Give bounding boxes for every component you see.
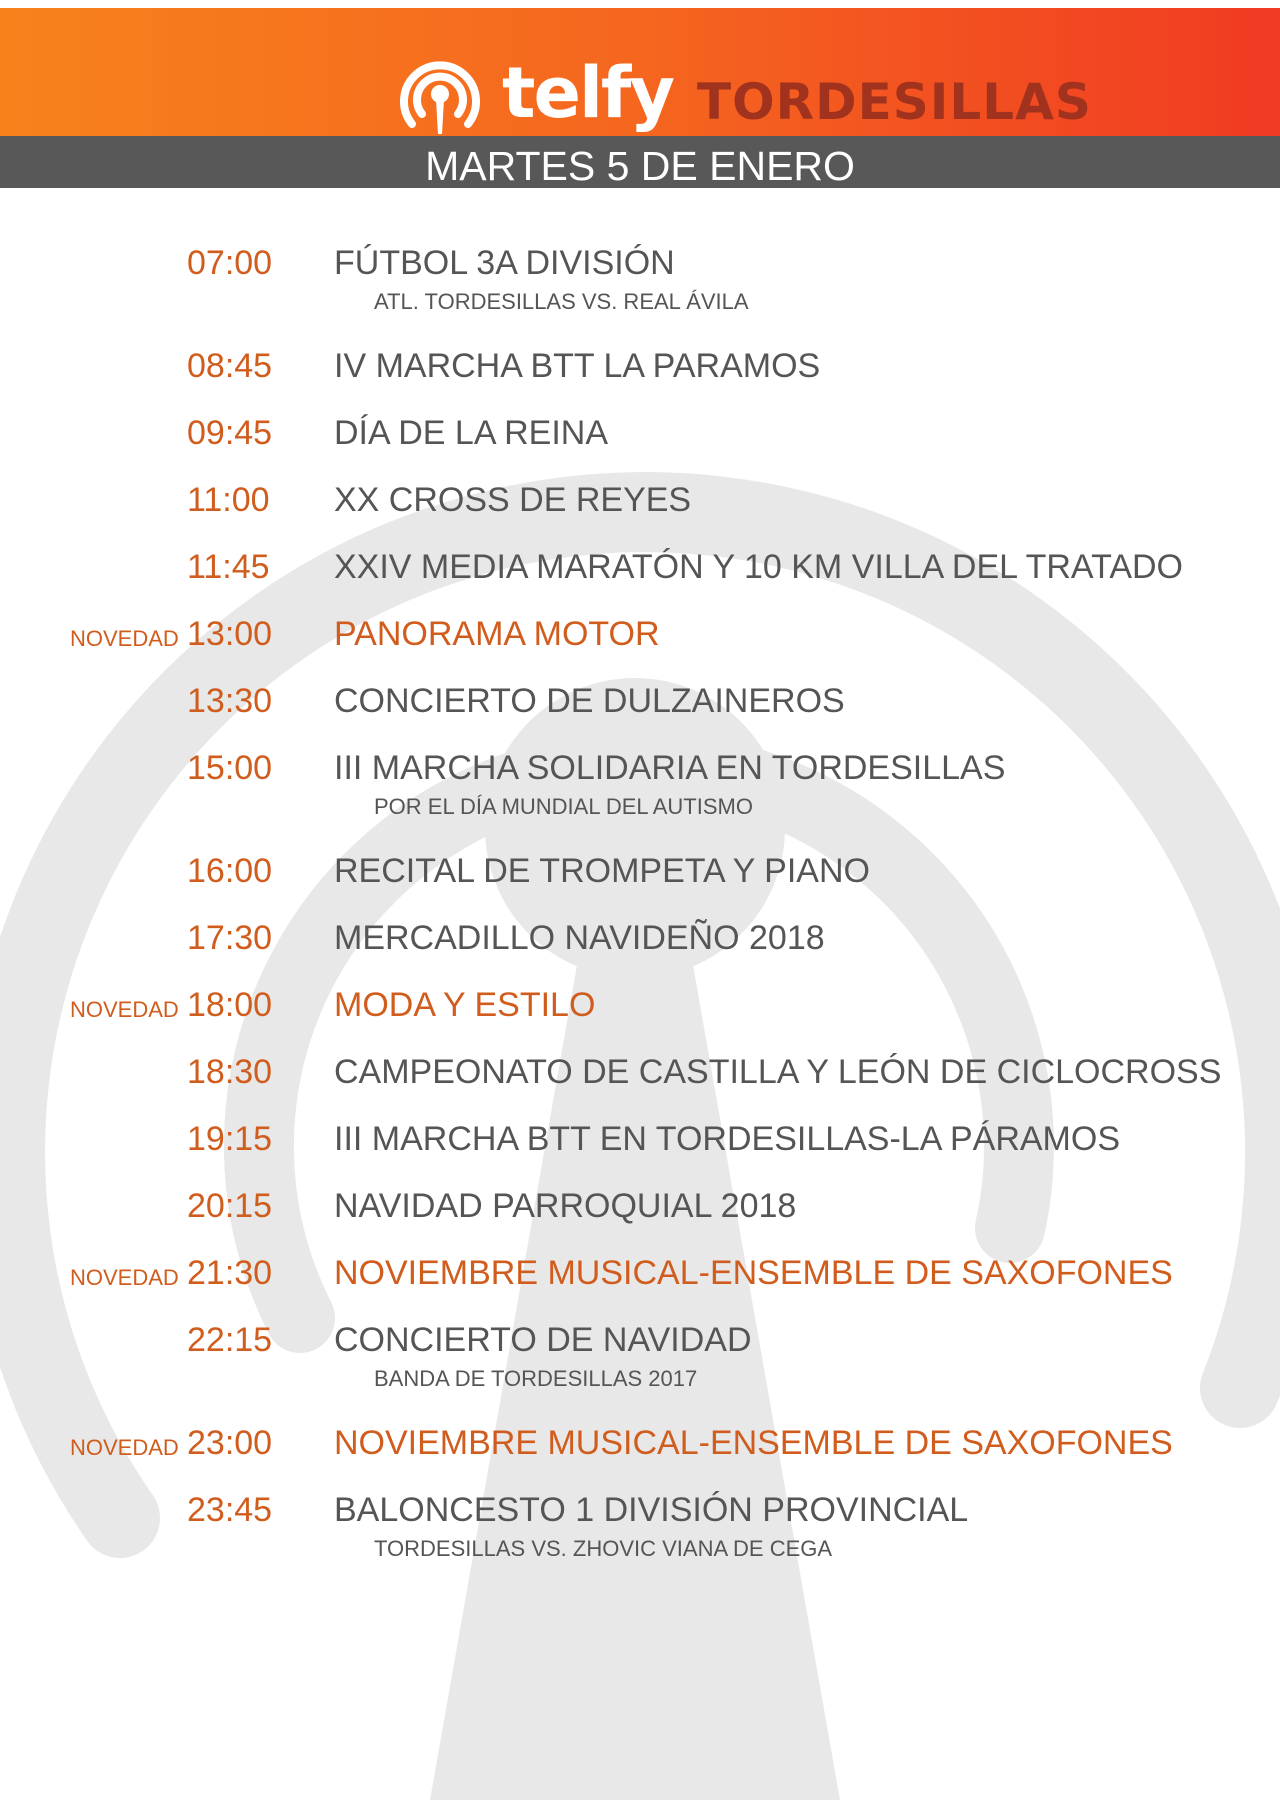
novedad-badge: NOVEDAD <box>70 1435 179 1460</box>
event-title: BALONCESTO 1 DIVISIÓN PROVINCIAL <box>334 1491 969 1529</box>
event-subtitle: TORDESILLAS VS. ZHOVIC VIANA DE CEGA <box>374 1536 833 1561</box>
event-title: RECITAL DE TROMPETA Y PIANO <box>334 852 870 890</box>
event-title: NAVIDAD PARROQUIAL 2018 <box>334 1187 797 1225</box>
event-time: 18:00 <box>187 986 273 1024</box>
event-title: MODA Y ESTILO <box>334 986 596 1024</box>
event-time: 18:30 <box>187 1053 273 1091</box>
event-title: XX CROSS DE REYES <box>334 481 692 519</box>
event-time: 13:00 <box>187 615 273 653</box>
event-title: XXIV MEDIA MARATÓN Y 10 KM VILLA DEL TRATADO <box>334 548 1184 586</box>
event-title: NOVIEMBRE MUSICAL-ENSEMBLE DE SAXOFONES <box>334 1254 1173 1292</box>
event-title: DÍA DE LA REINA <box>334 414 608 452</box>
event-time: 16:00 <box>187 852 273 890</box>
date-bar: MARTES 5 DE ENERO <box>0 136 1280 188</box>
event-subtitle: POR EL DÍA MUNDIAL DEL AUTISMO <box>374 794 753 819</box>
brand-name: telfy <box>502 52 674 134</box>
event-time: 20:15 <box>187 1187 273 1225</box>
event-subtitle: BANDA DE TORDESILLAS 2017 <box>374 1366 698 1391</box>
event-time: 08:45 <box>187 347 273 385</box>
event-title: NOVIEMBRE MUSICAL-ENSEMBLE DE SAXOFONES <box>334 1424 1173 1462</box>
event-time: 23:00 <box>187 1424 273 1462</box>
event-title: MERCADILLO NAVIDEÑO 2018 <box>334 919 825 957</box>
event-time: 15:00 <box>187 749 273 787</box>
event-title: CONCIERTO DE DULZAINEROS <box>334 682 845 720</box>
novedad-badge: NOVEDAD <box>70 1265 179 1290</box>
event-time: 19:15 <box>187 1120 273 1158</box>
event-time: 11:45 <box>187 548 270 586</box>
event-title: PANORAMA MOTOR <box>334 615 660 653</box>
event-time: 09:45 <box>187 414 273 452</box>
event-title: FÚTBOL 3A DIVISIÓN <box>334 244 675 282</box>
event-time: 13:30 <box>187 682 273 720</box>
novedad-badge: NOVEDAD <box>70 626 179 651</box>
event-title: III MARCHA SOLIDARIA EN TORDESILLAS <box>334 749 1006 787</box>
event-subtitle: ATL. TORDESILLAS VS. REAL ÁVILA <box>374 289 749 314</box>
event-title: CONCIERTO DE NAVIDAD <box>334 1321 752 1359</box>
event-time: 23:45 <box>187 1491 273 1529</box>
event-title: IV MARCHA BTT LA PARAMOS <box>334 347 821 385</box>
event-title: III MARCHA BTT EN TORDESILLAS-LA PÁRAMOS <box>334 1120 1121 1158</box>
event-title: CAMPEONATO DE CASTILLA Y LEÓN DE CICLOCROSS <box>334 1053 1222 1091</box>
event-time: 17:30 <box>187 919 273 957</box>
novedad-badge: NOVEDAD <box>70 997 179 1022</box>
event-time: 11:00 <box>187 481 270 519</box>
event-time: 07:00 <box>187 244 273 282</box>
brand-city: TORDESILLAS <box>697 73 1092 131</box>
event-time: 22:15 <box>187 1321 273 1359</box>
event-time: 21:30 <box>187 1254 273 1292</box>
